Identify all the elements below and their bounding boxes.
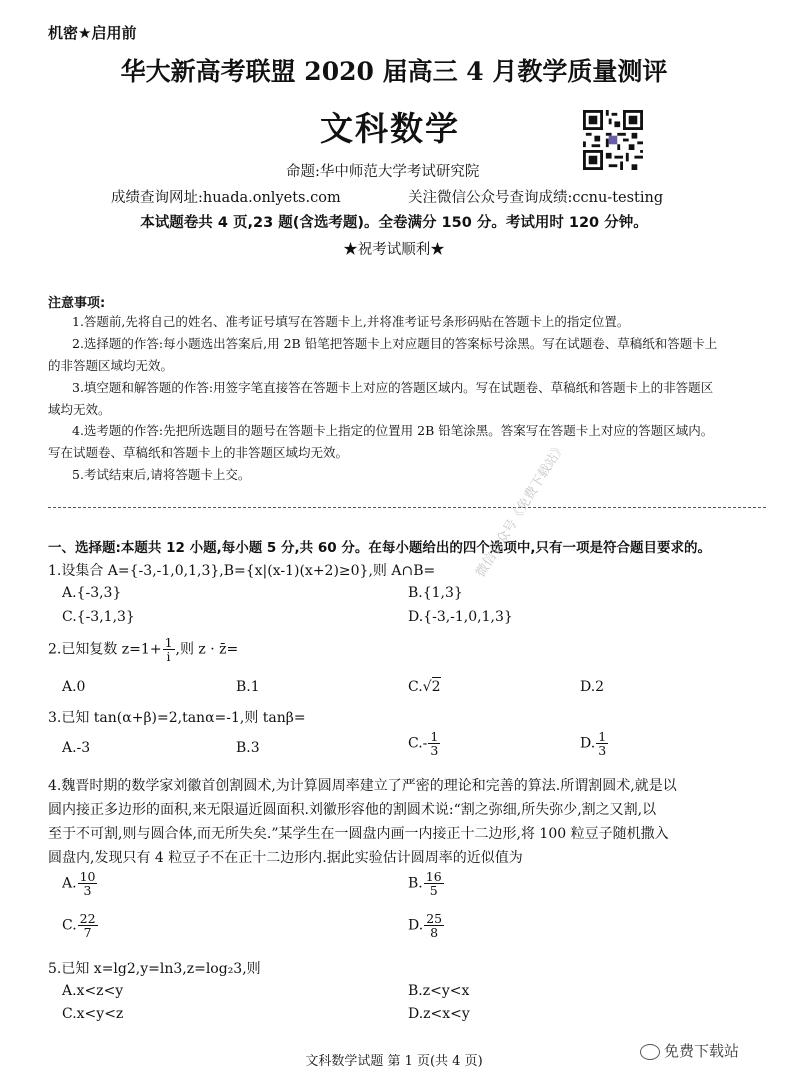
note-item: 5.考试结束后,请将答题卡上交。 [72,467,251,483]
question-4-stem [48,774,677,870]
page-footer: 文科数学试题 第 1 页(共 4 页) [305,1054,483,1069]
q4-option-b [408,870,445,897]
q2-option-a: A.0 [62,679,86,695]
q3-d-numerator: 1 [598,729,607,744]
q4-option-c [62,912,99,939]
q4-b-denominator: 5 [429,883,438,899]
q4-a-numerator: 10 [79,869,96,884]
q4-option-a [62,870,98,897]
brand-watermark [640,1040,739,1061]
note-item: 1.答题前,先将自己的姓名、准考证号填写在答题卡上,并将准考证号条形码贴在答题卡上的指定位置。 [72,314,630,329]
q2-fraction [163,636,175,663]
brand-name: 免费下载站 [664,1042,740,1060]
q2-option-d: D.2 [580,679,605,695]
q2-frac-numerator: 1 [164,635,173,650]
q3-option-a: A.-3 [62,740,91,756]
q4-a-denominator: 3 [83,883,92,899]
q5-option-a: A.x<z<y [62,983,124,999]
q3-c-fraction [428,730,440,757]
q2-option-b: B.1 [236,679,260,695]
q3-d-fraction [596,730,608,757]
q3-option-c [408,730,441,757]
subject-title: 文科数学 [320,109,460,148]
note-item: 域均无效。 [48,401,111,417]
q4-option-c-label: C. [62,917,77,934]
q5-option-b: B.z<y<x [408,983,470,999]
q3-option-d [580,730,609,757]
question-2-stem [48,636,238,663]
q5-option-d: D.z<x<y [408,1006,470,1022]
q4-option-d [408,912,445,939]
q4-line: 至于不可割,则与圆合体,而无所失矣.”某学生在一圆盘内画一内接正十二边形,将 100 粒豆子随机撒入 [48,826,669,842]
q4-a-fraction [78,870,98,897]
q4-b-fraction [424,870,444,897]
q2-option-c: C.√2 [408,679,441,695]
q3-c-denominator: 3 [430,743,439,759]
q4-c-fraction [78,912,98,939]
q4-b-numerator: 16 [425,869,442,884]
q3-option-c-label: C.- [408,735,428,752]
question-1-stem: 1.设集合 A={-3,-1,0,1,3},B={x|(x-1)(x+2)≥0},则 A∩B= [48,563,436,579]
wechat-query: 关注微信公众号查询成绩:ccnu-testing [408,190,664,206]
watermark: 微信公众号《免费下载站》 [473,439,569,581]
q2-stem-pre: 2.已知复数 z=1+ [48,641,162,658]
q3-option-d-label: D. [580,735,596,752]
wechat-logo-icon [640,1044,660,1060]
exam-info: 本试题卷共 4 页,23 题(含选考题)。全卷满分 150 分。考试用时 120 分钟。 [140,215,648,231]
question-5-stem: 5.已知 x=lg2,y=ln3,z=log₂3,则 [48,961,261,977]
q1-option-c: C.{-3,1,3} [62,609,135,625]
q2-stem-post: ,则 z · z̄= [175,641,239,658]
author-line: 命题:华中师范大学考试研究院 [286,164,480,180]
note-item: 3.填空题和解答题的作答:用签字笔直接答在答题卡上对应的答题区域内。写在试题卷、草稿纸和答题卡上的非答题区 [72,379,714,395]
q2-frac-denominator: i [166,649,171,665]
q4-d-denominator: 8 [430,925,439,941]
q1-option-d: D.{-3,-1,0,1,3} [408,609,513,625]
good-luck: ★祝考试顺利★ [343,242,445,258]
question-3-stem: 3.已知 tan(α+β)=2,tanα=-1,则 tanβ= [48,710,306,726]
q3-c-numerator: 1 [430,729,439,744]
note-item: 写在试题卷、草稿纸和答题卡上的非答题区域均无效。 [48,445,349,461]
note-item: 的非答题区域均无效。 [48,357,174,373]
q4-line: 圆盘内,发现只有 4 粒豆子不在正十二边形内.据此实验估计圆周率的近似值为 [48,850,523,866]
confidential-label: 机密★启用前 [48,24,137,42]
q4-d-numerator: 25 [426,911,443,926]
q4-option-a-label: A. [62,875,77,892]
q4-option-b-label: B. [408,875,423,892]
q5-option-c: C.x<y<z [62,1006,124,1022]
note-item: 4.选考题的作答:先把所选题目的题号在答题卡上指定的位置用 2B 铅笔涂黑。答案写在答题卡上对应的答题区域内。 [72,423,714,439]
query-url: 成绩查询网址:huada.onlyets.com [111,190,341,206]
q3-option-b: B.3 [236,740,260,756]
notes-list [48,311,717,486]
note-item: 2.选择题的作答:每小题选出答案后,用 2B 铅笔把答题卡上对应题目的答案标号涂黑。写在试题卷、草稿纸和答题卡上 [72,335,718,351]
q3-d-denominator: 3 [598,743,607,759]
q4-d-fraction [424,912,444,939]
q4-c-numerator: 22 [79,911,96,926]
notes-title: 注意事项: [48,296,106,311]
section-heading: 一、选择题:本题共 12 小题,每小题 5 分,共 60 分。在每小题给出的四个选项中,只有一项是符合题目要求的。 [48,540,711,556]
q4-line: 4.魏晋时期的数学家刘徽首创割圆术,为计算圆周率建立了严密的理论和完善的算法.所谓割圆术,就是以 [48,778,677,794]
q4-option-d-label: D. [408,917,424,934]
section-divider [48,507,766,508]
q1-option-a: A.{-3,3} [62,585,122,601]
q4-line: 圆内接正多边形的面积,来无限逼近圆面积.刘徽形容他的割圆术说:“割之弥细,所失弥少,割之又割,以 [48,802,657,818]
q4-c-denominator: 7 [83,925,92,941]
exam-title: 华大新高考联盟 2020 届高三 4 月教学质量测评 [120,57,668,86]
q2-option-c-label: C. [408,679,423,695]
q2-option-c-radicand: 2 [431,679,441,695]
qr-code [583,110,643,170]
q1-option-b: B.{1,3} [408,585,463,601]
